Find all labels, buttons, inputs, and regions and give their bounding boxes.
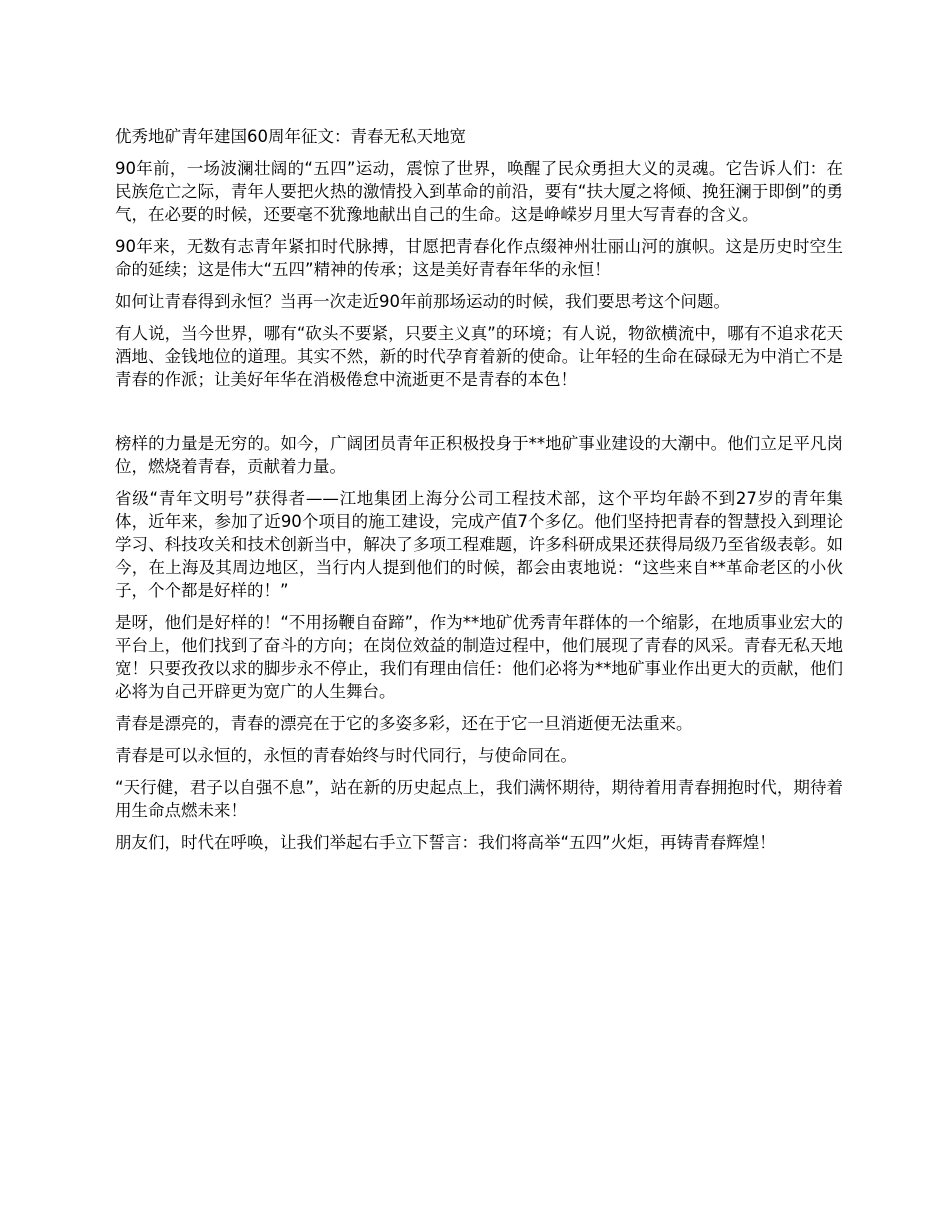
paragraph: 90年来，无数有志青年紧扣时代脉搏，甘愿把青春化作点缀神州壮丽山河的旗帜。这是历史时空生命的延续；这是伟大“五四”精神的传承；这是美好青春年华的永恒！ bbox=[115, 237, 843, 279]
document-body bbox=[115, 125, 843, 863]
paragraph: 朋友们，时代在呼唤，让我们举起右手立下誓言：我们将高举“五四”火炬，再铸青春辉煌！ bbox=[115, 833, 776, 852]
paragraph: “天行健，君子以自强不息”，站在新的历史起点上，我们满怀期待，期待着用青春拥抱时代，期待着用生命点燃未来！ bbox=[115, 778, 843, 820]
paragraph: 省级“青年文明号”获得者——江地集团上海分公司工程技术部，这个平均年龄不到27岁的青年集体，近年来，参加了近90个项目的施工建设，完成产值7个多亿。他们坚持把青春的智慧投入到理论学习、科技攻关和技术创新当中，解决了多项工程难题，许多科研成果还获得局级乃至省级表彰。如今，在上海及其周边地区，当行内人提到他们的时候，都会由衷地说：“这些来自**革命老区的小伙子，个个都是好样的！” bbox=[115, 489, 843, 600]
paragraph: 90年前，一场波澜壮阔的“五四”运动，震惊了世界，唤醒了民众勇担大义的灵魂。它告诉人们：在民族危亡之际，青年人要把火热的激情投入到革命的前沿，要有“扶大厦之将倾、挽狂澜于即倒”的勇气，在必要的时候，还要毫不犹豫地献出自己的生命。这是峥嵘岁月里大写青春的含义。 bbox=[115, 159, 843, 224]
paragraph: 如何让青春得到永恒？当再一次走近90年前那场运动的时候，我们要思考这个问题。 bbox=[115, 292, 730, 311]
paragraph: 有人说，当今世界，哪有“砍头不要紧，只要主义真”的环境；有人说，物欲横流中，哪有不追求花天酒地、金钱地位的道理。其实不然，新的时代孕育着新的使命。让年轻的生命在碌碌无为中消亡不是青春的作派；让美好年华在消极倦怠中流逝更不是青春的本色！ bbox=[115, 324, 843, 389]
paragraph: 青春是可以永恒的，永恒的青春始终与时代同行，与使命同在。 bbox=[115, 746, 577, 765]
paragraph: 青春是漂亮的，青春的漂亮在于它的多姿多彩，还在于它一旦消逝便无法重来。 bbox=[115, 714, 693, 733]
section-gap bbox=[115, 400, 843, 432]
paragraph: 是呀，他们是好样的！“不用扬鞭自奋蹄”，作为**地矿优秀青年群体的一个缩影，在地质事业宏大的平台上，他们找到了奋斗的方向；在岗位效益的制造过程中，他们展现了青春的风采。青春无私天地宽！只要孜孜以求的脚步永不停止，我们有理由信任：他们必将为**地矿事业作出更大的贡献，他们必将为自己开辟更为宽广的人生舞台。 bbox=[115, 613, 843, 701]
document-title: 优秀地矿青年建国60周年征文：青春无私天地宽 bbox=[115, 127, 466, 146]
paragraph: 榜样的力量是无穷的。如今，广阔团员青年正积极投身于**地矿事业建设的大潮中。他们立足平凡岗位，燃烧着青春，贡献着力量。 bbox=[115, 434, 843, 476]
